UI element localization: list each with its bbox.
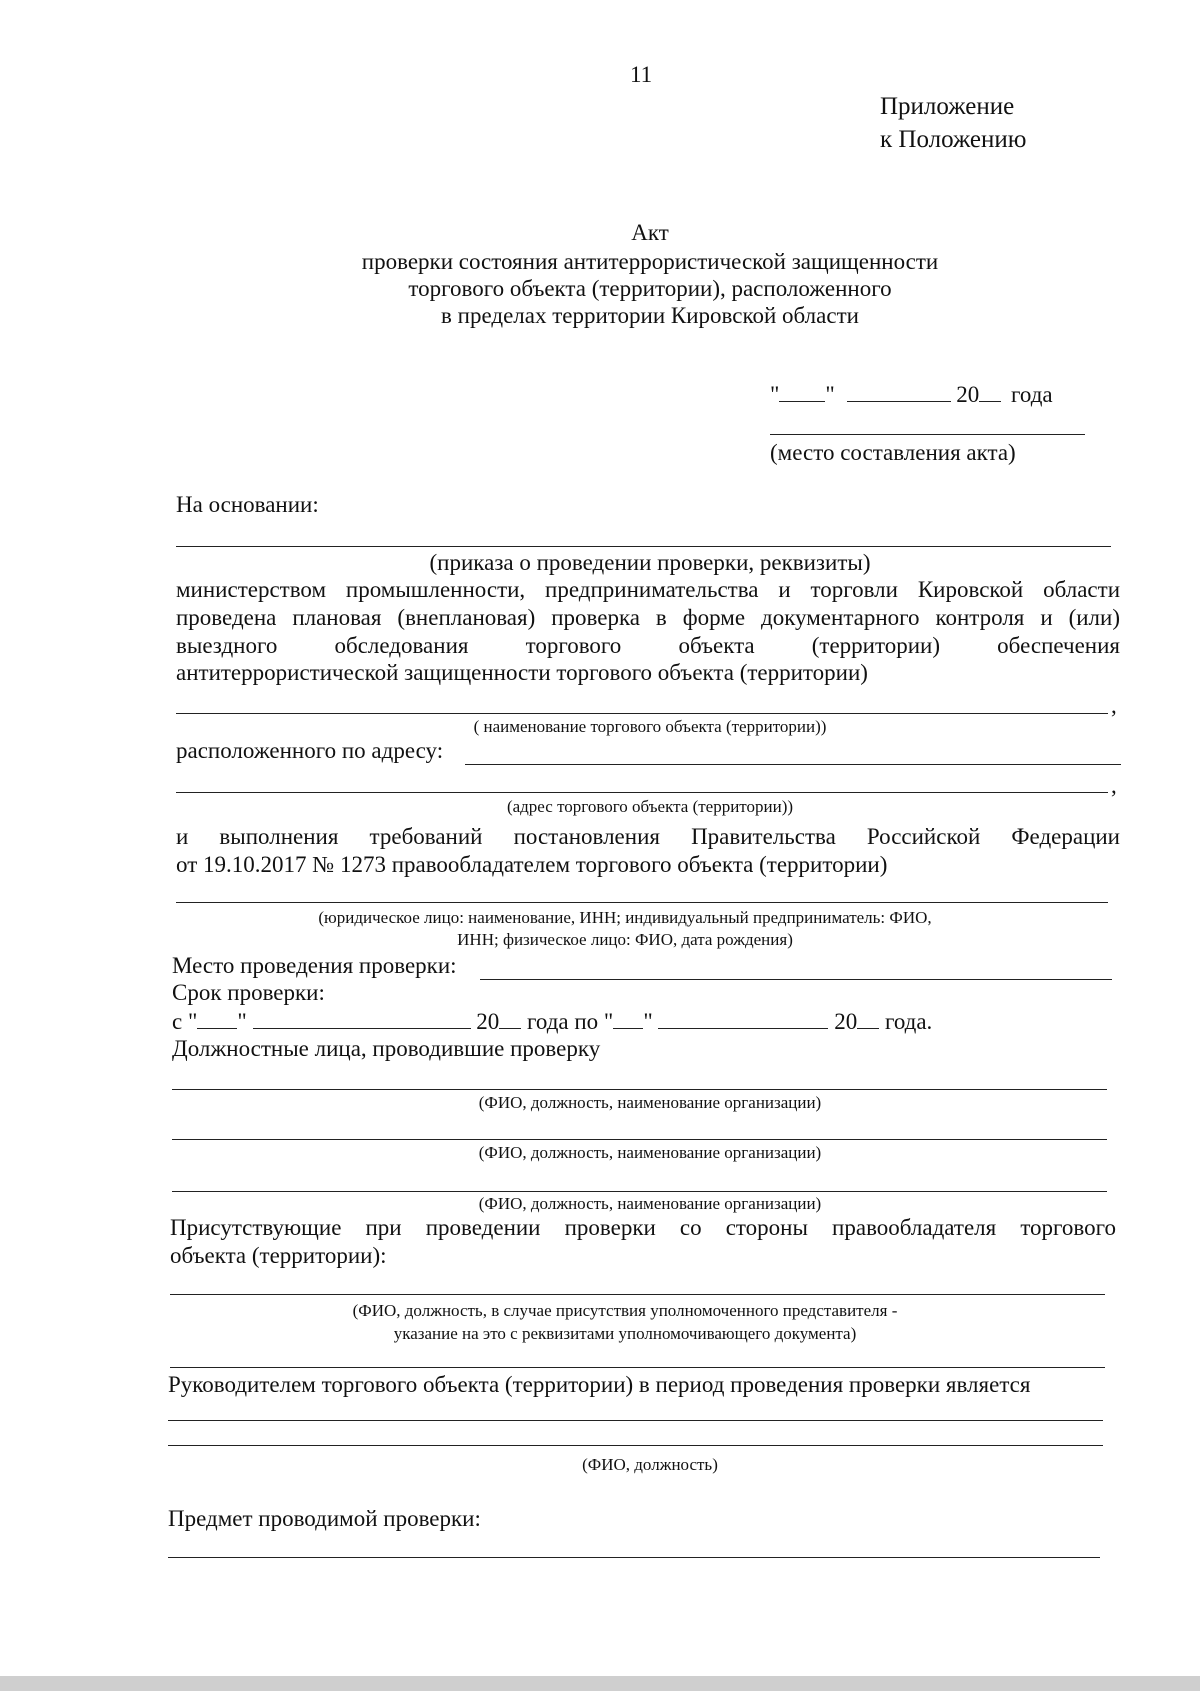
present-caption-line-1: (ФИО, должность, в случае присутствия уполномоченного представителя - xyxy=(352,1301,898,1320)
head-text: Руководителем торгового объекта (территории) в период проведения проверки является xyxy=(168,1372,1031,1397)
term-line xyxy=(172,1008,932,1036)
object-comma: , xyxy=(1111,693,1117,718)
date-quote-open: " xyxy=(770,382,780,407)
head-line-2 xyxy=(168,1445,1103,1446)
official-caption-3: (ФИО, должность, наименование организации) xyxy=(478,1194,822,1213)
document-title-line-2: проверки состояния антитеррористической защищенности xyxy=(361,249,939,274)
object-caption: ( наименование торгового объекта (территории)) xyxy=(473,717,827,736)
address-label: расположенного по адресу: xyxy=(176,738,444,763)
official-caption-2: (ФИО, должность, наименование организации) xyxy=(478,1143,822,1162)
official-caption-1: (ФИО, должность, наименование организации) xyxy=(478,1093,822,1112)
appendix-line-1: Приложение xyxy=(880,93,1015,120)
owner-line xyxy=(176,902,1108,903)
owner-caption-line-2: ИНН; физическое лицо: ФИО, дата рождения) xyxy=(457,930,793,949)
address-line-1 xyxy=(465,764,1121,765)
date-year-prefix: 20 xyxy=(956,382,980,407)
basis-line xyxy=(176,546,1111,547)
address-line-2 xyxy=(176,792,1108,793)
document-title: Акт xyxy=(631,220,669,245)
place-caption: (место составления акта) xyxy=(770,440,1016,465)
term-end: года. xyxy=(884,1009,933,1034)
term-quote-close-1: " xyxy=(237,1009,247,1034)
owner-caption-line-1: (юридическое лицо: наименование, ИНН; индивидуальный предприниматель: ФИО, xyxy=(318,908,932,927)
head-line-1 xyxy=(168,1420,1103,1421)
para2-line-1: и выполнения требований постановления Правительства Российской Федерации xyxy=(176,824,1120,849)
inspection-place-line xyxy=(480,979,1112,980)
officials-label: Должностные лица, проводившие проверку xyxy=(172,1036,601,1061)
head-caption: (ФИО, должность) xyxy=(582,1455,718,1474)
official-line-3 xyxy=(172,1191,1107,1192)
date-year-word: года xyxy=(1011,382,1053,407)
present-line-2: объекта (территории): xyxy=(170,1243,387,1268)
present-caption-line-2: указание на это с реквизитами уполномочивающего документа) xyxy=(393,1324,857,1343)
document-title-line-4: в пределах территории Кировской области xyxy=(441,303,859,328)
para1-line-4: антитеррористической защищенности торгового объекта (территории) xyxy=(176,660,868,685)
official-line-2 xyxy=(172,1139,1107,1140)
date-line xyxy=(770,381,1053,409)
basis-label: На основании: xyxy=(176,492,319,517)
subject-line xyxy=(168,1557,1100,1558)
para1-line-2: проведена плановая (внеплановая) проверка в форме документарного контроля и (или) xyxy=(176,605,1120,630)
place-line xyxy=(770,434,1085,435)
present-line-extra xyxy=(170,1367,1105,1368)
term-middle: года по xyxy=(527,1009,599,1034)
inspection-place-label: Место проведения проверки: xyxy=(172,953,457,978)
object-name-line xyxy=(176,713,1108,714)
page-number: 11 xyxy=(630,62,653,87)
term-year-1: 20 xyxy=(476,1009,500,1034)
basis-caption: (приказа о проведении проверки, реквизиты) xyxy=(429,550,871,575)
term-from: с xyxy=(172,1009,183,1034)
term-quote-close-2: " xyxy=(643,1009,653,1034)
appendix-line-2: к Положению xyxy=(880,126,1027,153)
present-line xyxy=(170,1294,1105,1295)
term-label: Срок проверки: xyxy=(172,980,325,1005)
para1-line-1: министерством промышленности, предпринимательства и торговли Кировской области xyxy=(176,577,1120,602)
present-line-1: Присутствующие при проведении проверки со стороны правообладателя торгового xyxy=(170,1215,1116,1240)
official-line-1 xyxy=(172,1089,1107,1090)
page-bottom-edge xyxy=(0,1676,1200,1691)
para2-line-2: от 19.10.2017 № 1273 правообладателем торгового объекта (территории) xyxy=(176,852,888,877)
term-year-2: 20 xyxy=(834,1009,858,1034)
para1-line-3: выездного обследования торгового объекта (территории) обеспечения xyxy=(176,633,1120,658)
document-title-line-3: торгового объекта (территории), расположенного xyxy=(408,276,892,301)
address-caption: (адрес торгового объекта (территории)) xyxy=(506,797,794,816)
address-comma: , xyxy=(1111,773,1117,798)
term-quote-open-2: " xyxy=(603,1009,614,1034)
subject-label: Предмет проводимой проверки: xyxy=(168,1506,481,1531)
date-quote-close: " xyxy=(825,382,835,407)
term-quote-open-1: " xyxy=(187,1009,198,1034)
